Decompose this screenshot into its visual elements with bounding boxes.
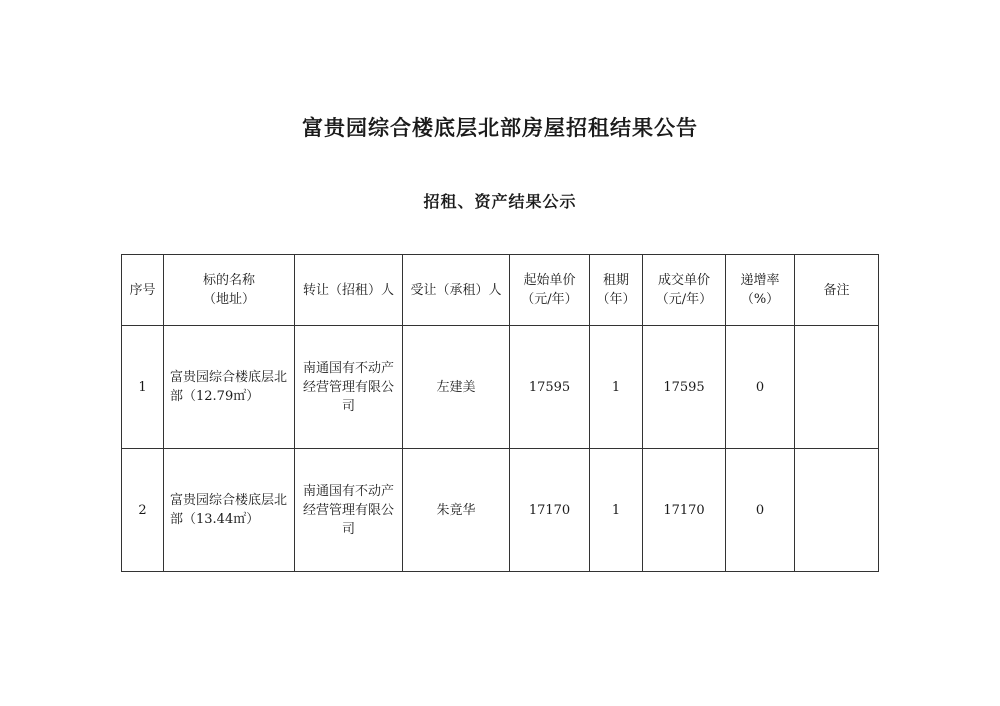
cell-start-price: 17170	[510, 449, 590, 572]
cell-lessor-text: 南通国有不动产经营管理有限公司	[302, 483, 394, 537]
table-row	[122, 326, 879, 449]
cell-growth: 0	[726, 449, 795, 572]
header-lessee: 受让（承租）人	[403, 255, 510, 326]
cell-deal-price: 17170	[643, 449, 726, 572]
header-start-price-line2: （元/年）	[521, 292, 578, 307]
header-growth-line1: 递增率	[740, 273, 780, 288]
cell-lessor-text: 南通国有不动产经营管理有限公司	[302, 360, 394, 414]
cell-note	[795, 449, 879, 572]
cell-index: 2	[122, 449, 164, 572]
header-growth	[726, 255, 795, 326]
document-subtitle: 招租、资产结果公示	[423, 192, 577, 211]
cell-term: 1	[590, 449, 643, 572]
table-header-row	[122, 255, 879, 326]
cell-name-text: 富贵园综合楼底层北部（12.79㎡）	[170, 370, 288, 404]
cell-index: 1	[122, 326, 164, 449]
header-deal-price-line2: （元/年）	[655, 292, 713, 307]
header-note: 备注	[795, 255, 879, 326]
cell-lessor	[295, 449, 403, 572]
cell-lessee: 朱竟华	[403, 449, 510, 572]
header-name-line1: 标的名称	[202, 273, 255, 288]
cell-name	[164, 326, 295, 449]
header-lessor: 转让（招租）人	[295, 255, 403, 326]
result-table	[121, 254, 879, 572]
cell-note	[795, 326, 879, 449]
header-name-line2: （地址）	[202, 292, 255, 307]
cell-name	[164, 449, 295, 572]
header-name	[164, 255, 295, 326]
cell-lessor	[295, 326, 403, 449]
header-deal-price-line1: 成交单价	[657, 273, 710, 288]
header-index: 序号	[122, 255, 164, 326]
cell-deal-price: 17595	[643, 326, 726, 449]
header-term	[590, 255, 643, 326]
document-title: 富贵园综合楼底层北部房屋招租结果公告	[302, 116, 698, 140]
cell-lessee: 左建美	[403, 326, 510, 449]
header-term-line1: 租期	[602, 273, 629, 288]
cell-name-text: 富贵园综合楼底层北部（13.44㎡）	[170, 493, 288, 527]
header-deal-price	[643, 255, 726, 326]
header-term-line2: （年）	[596, 292, 636, 307]
table-row	[122, 449, 879, 572]
header-start-price-line1: 起始单价	[523, 273, 576, 288]
header-growth-line2: （%）	[740, 292, 780, 307]
cell-term: 1	[590, 326, 643, 449]
header-start-price	[510, 255, 590, 326]
cell-growth: 0	[726, 326, 795, 449]
cell-start-price: 17595	[510, 326, 590, 449]
